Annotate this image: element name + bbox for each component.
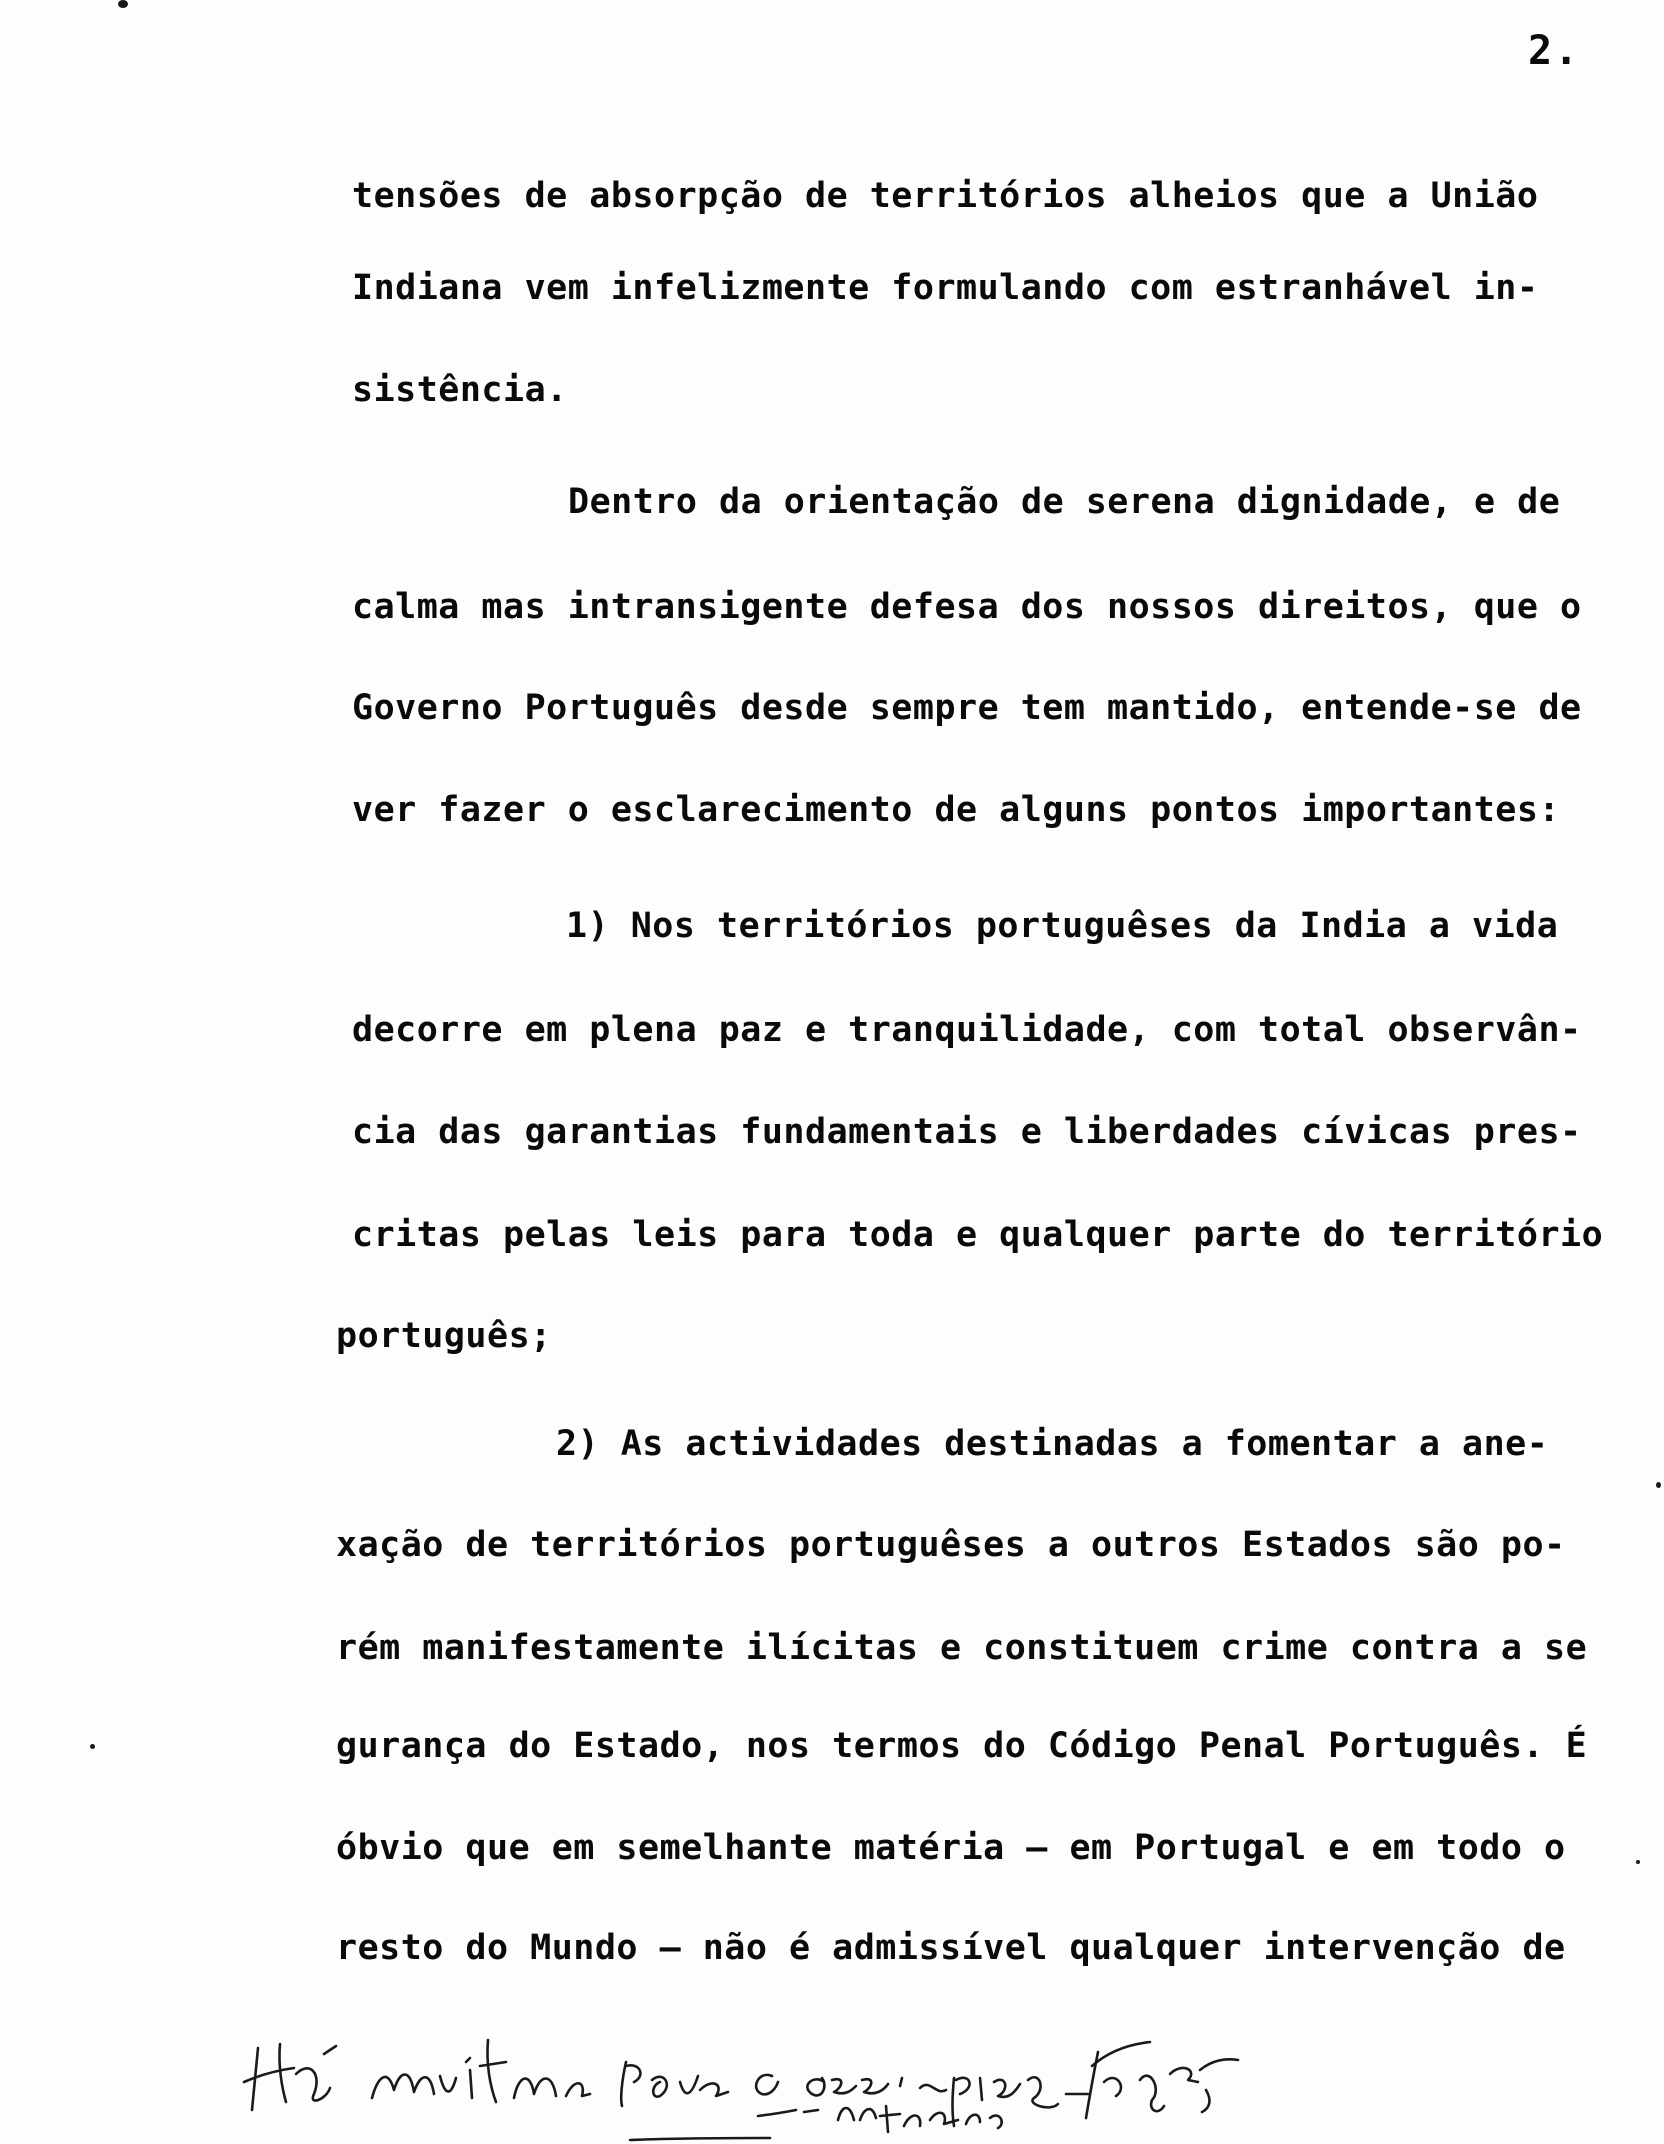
text-line: Indiana vem infelizmente formulando com estranhável in- <box>352 268 1539 308</box>
text-line: português; <box>336 1316 552 1356</box>
text-line: cia das garantias fundamentais e liberdades cívicas pres- <box>352 1112 1582 1152</box>
text-line: calma mas intransigente defesa dos nossos direitos, que o <box>352 587 1582 627</box>
text-line: decorre em plena paz e tranquilidade, com total observân- <box>352 1010 1582 1050</box>
text-line: 2) As actividades destinadas a fomentar a ane- <box>556 1424 1549 1464</box>
text-line: gurança do Estado, nos termos do Código Penal Português. É <box>336 1726 1588 1766</box>
text-line: tensões de absorpção de territórios alheios que a União <box>352 176 1539 216</box>
text-line: xação de territórios portuguêses a outros Estados são po- <box>336 1525 1566 1565</box>
text-line: sistência. <box>352 370 568 410</box>
text-line: rém manifestamente ilícitas e constituem crime contra a se <box>336 1628 1588 1668</box>
text-line: óbvio que em semelhante matéria — em Portugal e em todo o <box>336 1828 1566 1868</box>
text-line: resto do Mundo — não é admissível qualquer intervenção de <box>336 1928 1566 1968</box>
page-number: 2. <box>1528 28 1581 74</box>
text-line: Governo Português desde sempre tem mantido, entende-se de <box>352 688 1582 728</box>
text-line: critas pelas leis para toda e qualquer parte do território <box>352 1215 1604 1255</box>
text-line: ver fazer o esclarecimento de alguns pontos importantes: <box>352 790 1561 830</box>
text-line: 1) Nos territórios portuguêses da India a vida <box>566 906 1559 946</box>
text-line: Dentro da orientação de serena dignidade, e de <box>568 482 1561 522</box>
